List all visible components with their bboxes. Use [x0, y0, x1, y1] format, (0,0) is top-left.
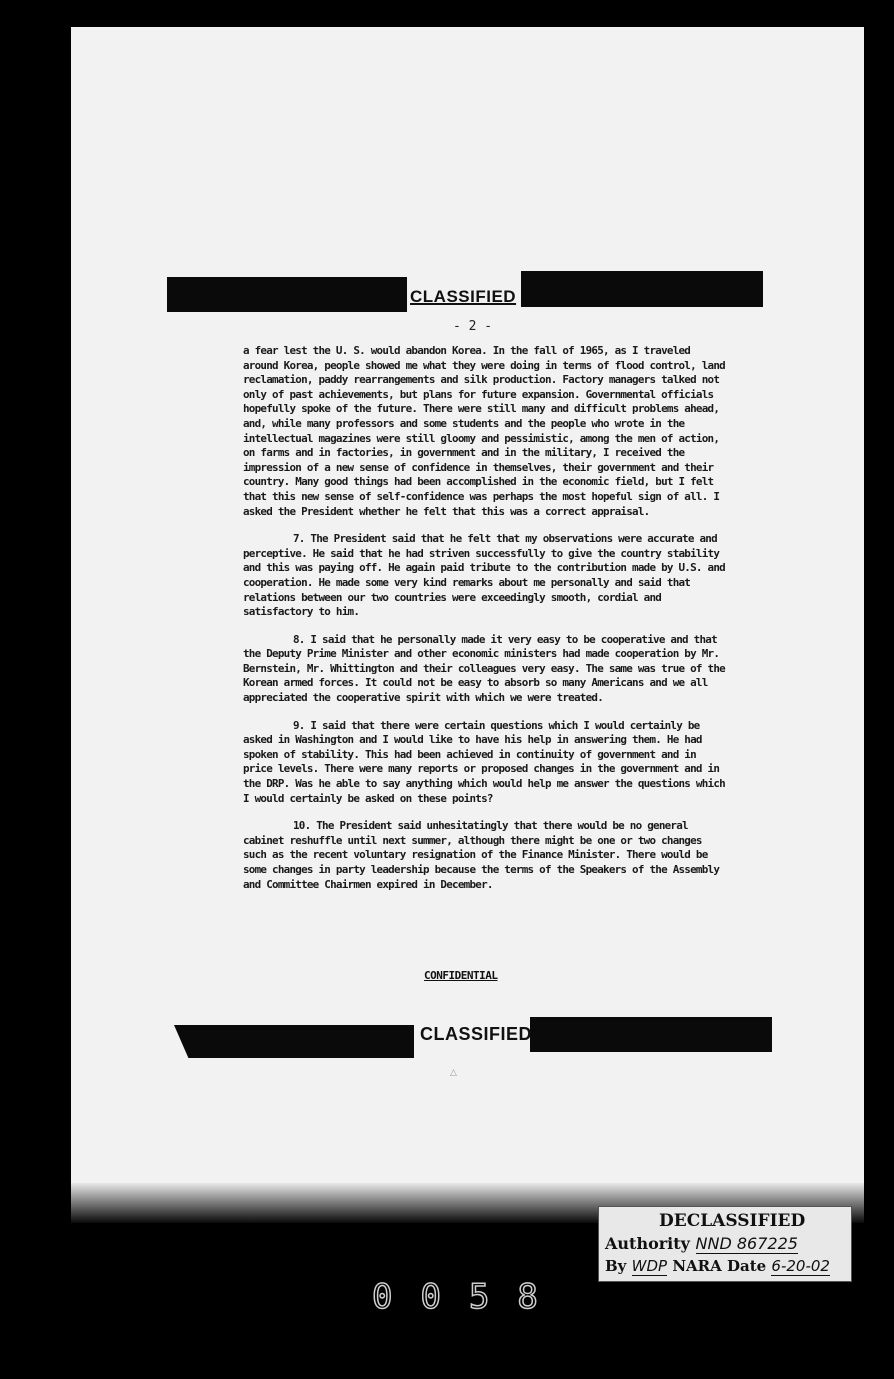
- declassification-stamp: [598, 1206, 852, 1282]
- classified-bar-top-left: [167, 277, 407, 312]
- classified-bar-top-right: [521, 271, 763, 307]
- by-value: WDP: [631, 1257, 668, 1275]
- page-number: - 2 -: [453, 319, 493, 334]
- declassified-title: DECLASSIFIED: [659, 1211, 806, 1231]
- classified-bar-bottom-right: [530, 1017, 772, 1052]
- paragraph: 9. I said that there were certain questions which I would certainly be asked in Washington and I would like to have his help in answering them. He had spoken of stability. This had been achieved in continuity of government and in price levels. There were many reports or proposed changes in the government and in the DRP. Was he able to say anything which would help me answer the questions which I would certainly be asked on these points?: [243, 718, 725, 805]
- memo-body: [243, 344, 729, 905]
- confidential-marking: CONFIDENTIAL: [424, 969, 498, 982]
- authority-value: NND 867225: [695, 1234, 798, 1253]
- footer-classified-stamp: CLASSIFIED: [420, 1024, 533, 1044]
- authority-label: Authority: [605, 1234, 690, 1253]
- microfilm-frame-number: 0058: [372, 1277, 566, 1317]
- by-line: [605, 1257, 830, 1275]
- date-value: 6-20-02: [771, 1257, 830, 1275]
- nara-date-label: NARA Date: [672, 1257, 767, 1275]
- paragraph: 10. The President said unhesitatingly that there would be no general cabinet reshuffle until next summer, although there might be one or two changes such as the recent voluntary resignation of the Finance Minister. There would be some changes in party leadership because the terms of the Speakers of the Assembly and Committee Chairmen expired in December.: [243, 819, 720, 891]
- authority-line: [605, 1234, 798, 1253]
- classified-bar-bottom-left: [174, 1025, 414, 1058]
- header-classified-stamp: CLASSIFIED: [410, 287, 517, 306]
- page-marker-icon: △: [450, 1068, 457, 1078]
- paragraph: 8. I said that he personally made it very easy to be cooperative and that the Deputy Prime Minister and other economic ministers had made cooperation by Mr. Bernstein, Mr. Whittington and their colleagues very easy. The same was true of the Korean armed forces. It could not be easy to absorb so many Americans and we all appreciated the cooperative spirit with which we were treated.: [243, 632, 725, 705]
- paragraph: a fear lest the U. S. would abandon Korea. In the fall of 1965, as I traveled around Korea, people showed me what they were doing in terms of flood control, land reclamation, paddy rearrangements and silk production. Factory managers talked not only of past achievements, but plans for future expansion. Governmental officials hopefully spoke of the future. There were still many and difficult problems ahead, and, while many professors and some students and the people who wrote in the intellectual magazines were still gloomy and pessimistic, among the men of action, on farms and in factories, in government and in the military, I received the impression of a new sense of confidence in themselves, their government and their country. Many good things had been accomplished in the economic field, but I felt that this new sense of self-confidence was perhaps the most hopeful sign of all. I asked the President whether he felt that this was a correct appraisal.: [243, 344, 725, 518]
- by-label: By: [605, 1257, 627, 1275]
- paragraph: 7. The President said that he felt that my observations were accurate and perceptive. He said that he had striven successfully to give the country stability and this was paying off. He again paid tribute to the contribution made by U.S. and cooperation. He made some very kind remarks about me personally and said that relations between our two countries were exceedingly smooth, cordial and satisfactory to him.: [243, 532, 725, 619]
